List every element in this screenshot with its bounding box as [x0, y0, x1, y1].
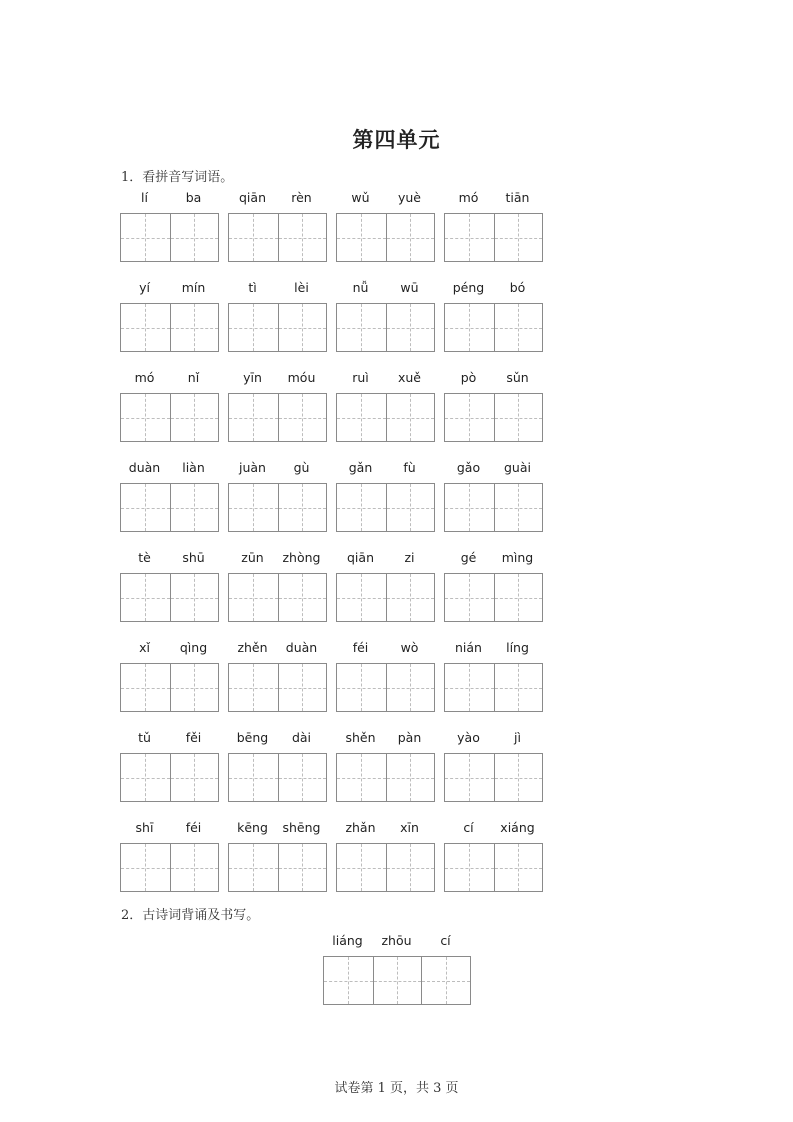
pinyin-label: wū [400, 280, 419, 295]
writing-cell[interactable] [121, 394, 170, 441]
writing-cell[interactable] [170, 214, 219, 261]
writing-box-group [120, 573, 219, 622]
pinyin-label: tì [248, 280, 257, 295]
writing-box-group [120, 663, 219, 712]
poem-title-writing-row [323, 933, 473, 1013]
pinyin-label: zi [404, 550, 415, 565]
writing-box-group [444, 303, 543, 352]
writing-box-group [120, 483, 219, 532]
writing-cell[interactable] [386, 754, 435, 801]
pinyin-label: yí [139, 280, 150, 295]
writing-cell[interactable] [229, 754, 278, 801]
writing-cell[interactable] [170, 304, 219, 351]
writing-cell[interactable] [170, 394, 219, 441]
writing-cell[interactable] [386, 574, 435, 621]
writing-box-group [228, 393, 327, 442]
pinyin-label: nián [455, 640, 482, 655]
writing-cell[interactable] [121, 664, 170, 711]
writing-cell[interactable] [337, 484, 386, 531]
pinyin-label: tǔ [138, 730, 151, 745]
writing-cell[interactable] [229, 394, 278, 441]
pinyin-label: tiān [505, 190, 530, 205]
pinyin-label: gǎn [348, 460, 373, 475]
writing-box-group [120, 843, 219, 892]
pinyin-label: mó [134, 370, 155, 385]
writing-box-group [336, 573, 435, 622]
writing-cell[interactable] [170, 484, 219, 531]
writing-cell[interactable] [170, 574, 219, 621]
writing-cell[interactable] [278, 574, 327, 621]
pinyin-label: mìng [501, 550, 534, 565]
pinyin-label: liàn [182, 460, 205, 475]
writing-cell[interactable] [494, 214, 543, 261]
writing-cell[interactable] [494, 664, 543, 711]
pinyin-row [120, 730, 560, 810]
writing-cell[interactable] [278, 844, 327, 891]
writing-cell[interactable] [229, 844, 278, 891]
writing-cell[interactable] [337, 754, 386, 801]
writing-box-group [336, 843, 435, 892]
pinyin-label: shū [182, 550, 205, 565]
writing-cell[interactable] [229, 574, 278, 621]
writing-cell[interactable] [278, 664, 327, 711]
writing-box-group [444, 573, 543, 622]
pinyin-label: gǎo [456, 460, 481, 475]
writing-cell[interactable] [121, 574, 170, 621]
writing-box-group [120, 213, 219, 262]
writing-box-group [336, 393, 435, 442]
pinyin-label: qiān [239, 190, 266, 205]
writing-box-group [444, 483, 543, 532]
pinyin-label: lèi [294, 280, 309, 295]
writing-box-group [228, 213, 327, 262]
writing-cell[interactable] [229, 664, 278, 711]
pinyin-label: bēng [236, 730, 269, 745]
writing-box-group [444, 213, 543, 262]
pinyin-label: gé [460, 550, 477, 565]
writing-cell[interactable] [337, 394, 386, 441]
pinyin-label: shěn [345, 730, 376, 745]
pinyin-label: fù [403, 460, 416, 475]
pinyin-label: wò [400, 640, 419, 655]
writing-box-group [120, 393, 219, 442]
pinyin-label: zhòng [282, 550, 321, 565]
pinyin-label: bó [509, 280, 526, 295]
pinyin-label: shī [135, 820, 154, 835]
writing-box-group [228, 663, 327, 712]
writing-cell[interactable] [386, 844, 435, 891]
pinyin-label: xuě [397, 370, 421, 385]
pinyin-label: wǔ [351, 190, 370, 205]
pinyin-label: sǔn [506, 370, 529, 385]
writing-box-group [336, 213, 435, 262]
writing-cell[interactable] [445, 754, 494, 801]
writing-box-group [336, 753, 435, 802]
pinyin-label: ba [185, 190, 202, 205]
pinyin-row [120, 820, 560, 900]
pinyin-label: pàn [397, 730, 422, 745]
writing-cell[interactable] [386, 304, 435, 351]
pinyin-row [120, 280, 560, 360]
writing-cell[interactable] [386, 394, 435, 441]
pinyin-label: duàn [285, 640, 318, 655]
writing-cell[interactable] [229, 484, 278, 531]
pinyin-label: liáng [332, 933, 363, 948]
writing-cell[interactable] [278, 304, 327, 351]
writing-cell[interactable] [445, 664, 494, 711]
pinyin-label: jì [514, 730, 521, 745]
pinyin-label: qìng [179, 640, 208, 655]
pinyin-label: zhōu [381, 933, 412, 948]
pinyin-label: tè [138, 550, 151, 565]
writing-cell[interactable] [337, 664, 386, 711]
writing-cell[interactable] [445, 394, 494, 441]
pinyin-label: nǐ [187, 370, 200, 385]
pinyin-label: féi [352, 640, 369, 655]
writing-box-group [228, 753, 327, 802]
pinyin-label: xiáng [500, 820, 535, 835]
writing-box-group [336, 303, 435, 352]
writing-box-group [336, 663, 435, 712]
pinyin-label: pò [460, 370, 477, 385]
pinyin-label: ruì [352, 370, 369, 385]
writing-cell[interactable] [170, 664, 219, 711]
writing-cell[interactable] [121, 304, 170, 351]
writing-box-group [323, 956, 471, 1005]
question-2-label: 2．古诗词背诵及书写。 [121, 908, 260, 923]
pinyin-label: kēng [237, 820, 268, 835]
pinyin-label: rèn [291, 190, 312, 205]
writing-box-group [336, 483, 435, 532]
writing-box-group [444, 753, 543, 802]
pinyin-label: mín [181, 280, 206, 295]
pinyin-label: juàn [239, 460, 266, 475]
writing-cell[interactable] [494, 754, 543, 801]
writing-box-group [444, 663, 543, 712]
writing-cell[interactable] [170, 844, 219, 891]
writing-cell[interactable] [494, 844, 543, 891]
pinyin-row [120, 460, 560, 540]
pinyin-row [120, 550, 560, 630]
pinyin-label: fěi [185, 730, 202, 745]
writing-cell[interactable] [494, 304, 543, 351]
writing-cell[interactable] [386, 664, 435, 711]
writing-box-group [228, 573, 327, 622]
pinyin-label: mó [458, 190, 479, 205]
pinyin-label: péng [452, 280, 485, 295]
writing-cell[interactable] [337, 574, 386, 621]
pinyin-label: shēng [282, 820, 321, 835]
pinyin-label: xīn [400, 820, 419, 835]
pinyin-label: zūn [241, 550, 264, 565]
writing-cell[interactable] [278, 214, 327, 261]
writing-cell[interactable] [278, 754, 327, 801]
pinyin-label: dài [291, 730, 312, 745]
writing-box-group [444, 393, 543, 442]
writing-cell[interactable] [121, 754, 170, 801]
writing-box-group [228, 303, 327, 352]
pinyin-label: móu [287, 370, 316, 385]
writing-cell[interactable] [445, 844, 494, 891]
pinyin-label: yīn [243, 370, 262, 385]
writing-cell[interactable] [170, 754, 219, 801]
pinyin-label: duàn [128, 460, 161, 475]
writing-cell[interactable] [494, 484, 543, 531]
writing-cell[interactable] [386, 484, 435, 531]
writing-cell[interactable] [494, 394, 543, 441]
pinyin-label: gù [293, 460, 310, 475]
pinyin-label: yuè [397, 190, 421, 205]
writing-cell[interactable] [278, 394, 327, 441]
pinyin-label: yào [457, 730, 480, 745]
writing-cell[interactable] [445, 214, 494, 261]
pinyin-label: cí [440, 933, 451, 948]
pinyin-label: lí [141, 190, 148, 205]
writing-cell[interactable] [445, 484, 494, 531]
writing-box-group [228, 483, 327, 532]
pinyin-label: zhǎn [345, 820, 376, 835]
writing-cell[interactable] [494, 574, 543, 621]
pinyin-label: líng [506, 640, 529, 655]
pinyin-label: féi [185, 820, 202, 835]
writing-cell[interactable] [229, 304, 278, 351]
writing-cell[interactable] [337, 304, 386, 351]
page-footer: 试卷第 1 页，共 3 页 [334, 1081, 459, 1096]
pinyin-label: guài [504, 460, 531, 475]
question-1-label: 1．看拼音写词语。 [121, 170, 234, 185]
writing-cell[interactable] [121, 214, 170, 261]
writing-cell[interactable] [386, 214, 435, 261]
writing-box-group [444, 843, 543, 892]
writing-cell[interactable] [278, 484, 327, 531]
pinyin-row [120, 640, 560, 720]
page-title: 第四单元 [352, 127, 441, 152]
pinyin-label: xǐ [139, 640, 150, 655]
writing-cell[interactable] [337, 214, 386, 261]
pinyin-row [120, 370, 560, 450]
writing-box-group [120, 303, 219, 352]
writing-cell[interactable] [229, 214, 278, 261]
writing-box-group [228, 843, 327, 892]
writing-cell[interactable] [445, 304, 494, 351]
writing-cell[interactable] [337, 844, 386, 891]
pinyin-label: qiān [347, 550, 374, 565]
writing-cell[interactable] [445, 574, 494, 621]
writing-box-group [120, 753, 219, 802]
pinyin-label: nǚ [352, 280, 369, 295]
pinyin-label: cí [463, 820, 474, 835]
writing-cell[interactable] [121, 484, 170, 531]
pinyin-label: zhěn [237, 640, 268, 655]
writing-cell[interactable] [421, 957, 470, 1004]
pinyin-row [120, 190, 560, 270]
writing-cell[interactable] [324, 957, 373, 1004]
writing-cell[interactable] [373, 957, 422, 1004]
writing-cell[interactable] [121, 844, 170, 891]
